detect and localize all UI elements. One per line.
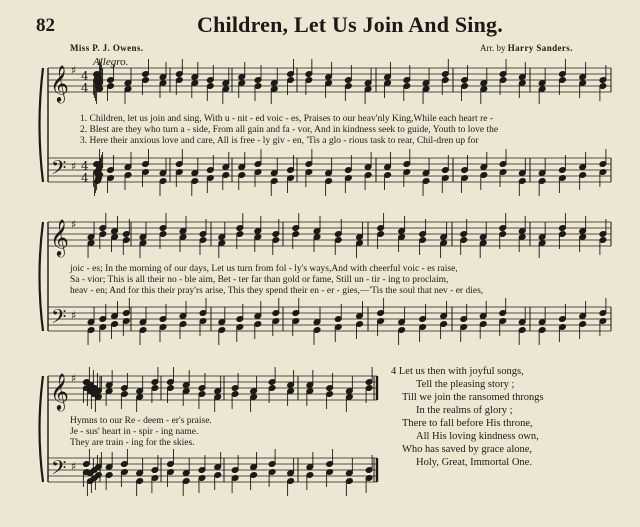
treble-clef: 𝄞 [50, 218, 69, 256]
time-signature-top: 4 [81, 69, 89, 83]
sharp-sign: ♯ [71, 64, 77, 77]
system2-lyric-verse3: heav - en; And for this their pray'rs arise, This they spend their en - er - gies,—'Tis the soul that nev - er dies, [70, 286, 484, 296]
tempo-marking: Allegro. [93, 56, 129, 68]
sharp-sign: ♯ [71, 218, 77, 231]
time-signature-bottom: 4 [81, 81, 89, 95]
sharp-sign: ♯ [71, 372, 77, 385]
system1-lyric-verse3: 3. Here their anxious love and care, All is free - ly giv - en, 'Tis a glo - rious task to rear, Chil-dren up for [80, 136, 479, 146]
stanza4-line-3: Till we join the ransomed throngs [402, 392, 544, 403]
sharp-sign: ♯ [71, 160, 77, 173]
stanza4-line-4: In the realms of glory ; [416, 405, 513, 416]
stanza4-line-5: There to fall before His throne, [402, 418, 533, 429]
bass-clef: 𝄢 [51, 156, 67, 184]
arranger-prefix: Arr. by [480, 43, 506, 53]
system-brace [40, 376, 44, 482]
system3-lyric-verse2: Je - sus' heart in - spir - ing name. [70, 427, 199, 437]
system-brace [40, 222, 44, 331]
time-signature-bottom: 4 [81, 171, 89, 185]
system-brace [40, 68, 44, 182]
time-signature-top: 4 [81, 159, 89, 173]
system3-lyric-verse3: They are train - ing for the skies. [70, 438, 195, 448]
arranger-name: Harry Sanders. [507, 43, 573, 53]
stanza4-line-7: Who has saved by grace alone, [402, 444, 533, 455]
stanza4-line-6: All His loving kindness own, [416, 431, 539, 442]
system2-lyric-verse2: Sa - vior; This is all their no - ble aim, Bet - ter far than gold or fame, Still un - tir - ing to proclaim, [70, 275, 449, 285]
bass-clef: 𝄢 [51, 456, 67, 484]
treble-clef: 𝄞 [50, 64, 69, 102]
sharp-sign: ♯ [71, 309, 77, 322]
system3-lyric-verse1: Hymns to our Re - deem - er's praise. [70, 416, 212, 426]
stanza4-line-1: 4 Let us then with joyful songs, [391, 366, 524, 377]
system1-lyric-verse2: 2. Blest are they who turn a - side, From all gain and fa - vor, And in kindness seek to guide, Youth to love the [80, 125, 499, 135]
hymn-title: Children, Let Us Join And Sing. [197, 12, 503, 37]
sharp-sign: ♯ [71, 460, 77, 473]
treble-clef: 𝄞 [50, 372, 69, 410]
system1-lyric-verse1: 1. Children, let us join and sing, With u - nit - ed voic - es, Praises to our heav'nly King,While each heart re - [80, 114, 493, 124]
stanza4-line-2: Tell the pleasing story ; [416, 379, 515, 390]
stanza4-line-8: Holy, Great, Immortal One. [416, 457, 532, 468]
lyricist-credit: Miss P. J. Owens. [70, 43, 144, 53]
bass-clef: 𝄢 [51, 305, 67, 333]
system2-lyric-verse1: joic - es; In the morning of our days, Let us turn from fol - ly's ways,And with cheerful voic - es raise, [70, 264, 458, 274]
page-number: 82 [36, 15, 55, 36]
